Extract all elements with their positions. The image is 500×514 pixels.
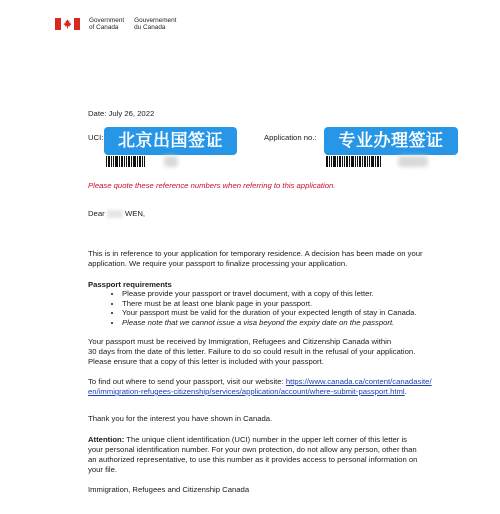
salutation-name: WEN, — [124, 209, 146, 218]
attention-text-1: The unique client identification (UCI) number in the upper left corner of this letter is — [126, 435, 408, 444]
uci-barcode — [106, 156, 146, 167]
application-no-label: Application no.: — [264, 133, 317, 142]
thanks-line: Thank you for the interest you have shown in Canada. — [88, 414, 273, 423]
letter-date: Date: July 26, 2022 — [88, 109, 155, 118]
website-end: . — [404, 387, 407, 396]
requirement-item: • Your passport must be valid for the duration of your expected length of stay in Canada. — [122, 308, 468, 318]
gov-fr-line1: Gouvernement — [134, 17, 177, 24]
website-text: To find out where to send your passport, visit our website: — [88, 377, 284, 386]
paragraph-deadline-3: Please ensure that a copy of this letter is included with your passport. — [88, 357, 324, 366]
requirement-item: • Please note that we cannot issue a visa beyond the expiry date on the passport. — [122, 318, 468, 328]
requirement-item: • Please provide your passport or travel document, with a copy of this letter. — [122, 289, 468, 299]
requirement-item: • There must be at least one blank page in your passport. — [122, 299, 468, 309]
attention-line-1 — [88, 435, 488, 445]
gov-en-line2: of Canada — [89, 24, 119, 32]
paragraph-decision: This is in reference to your application for temporary residence. A decision has been made on your application. We require your passport to finalize processing your application. — [88, 249, 423, 269]
requirements-title: Passport requirements — [88, 280, 172, 289]
attention-line-2: your personal identification number. For your own protection, do not allow any person, other than — [88, 445, 417, 454]
reference-note: Please quote these reference numbers when referring to this application. — [88, 181, 336, 190]
redacted-area-2 — [398, 156, 428, 167]
watermark-stamp-right: 专业办理签证 — [324, 127, 458, 155]
submit-passport-link-part1[interactable]: https://www.canada.ca/content/canadasite/ — [285, 377, 432, 386]
redacted-area — [164, 156, 178, 167]
application-barcode — [326, 156, 382, 167]
requirements-list — [88, 289, 468, 327]
salutation — [88, 209, 145, 219]
paragraph-website-line2 — [88, 387, 488, 397]
government-header — [55, 17, 176, 32]
redacted-name — [107, 210, 123, 218]
paragraph-deadline-1: Your passport must be received by Immigration, Refugees and Citizenship Canada within — [88, 337, 392, 346]
submit-passport-link-part2[interactable]: en/immigration-refugees-citizenship/services/application/account/where-submit-passport.html — [88, 387, 405, 396]
attention-line-3: an authorized representative, to use this number as it provides access to personal information on — [88, 455, 418, 464]
paragraph-deadline-2: 30 days from the date of this letter. Failure to do so could result in the refusal of your application. — [88, 347, 416, 356]
gov-name-french — [134, 17, 176, 32]
paragraph-website — [88, 377, 488, 387]
uci-label: UCI: — [88, 133, 104, 142]
gov-fr-line2: du Canada — [134, 24, 166, 32]
gov-en-line1: Government — [89, 17, 125, 24]
canada-flag-icon — [55, 18, 80, 30]
gov-name-english — [89, 17, 124, 32]
watermark-stamp-left: 北京出国签证 — [104, 127, 237, 155]
attention-label: Attention: — [88, 435, 125, 444]
signature: Immigration, Refugees and Citizenship Canada — [88, 485, 250, 494]
attention-line-4: your file. — [88, 465, 118, 474]
salutation-prefix: Dear — [88, 209, 105, 218]
